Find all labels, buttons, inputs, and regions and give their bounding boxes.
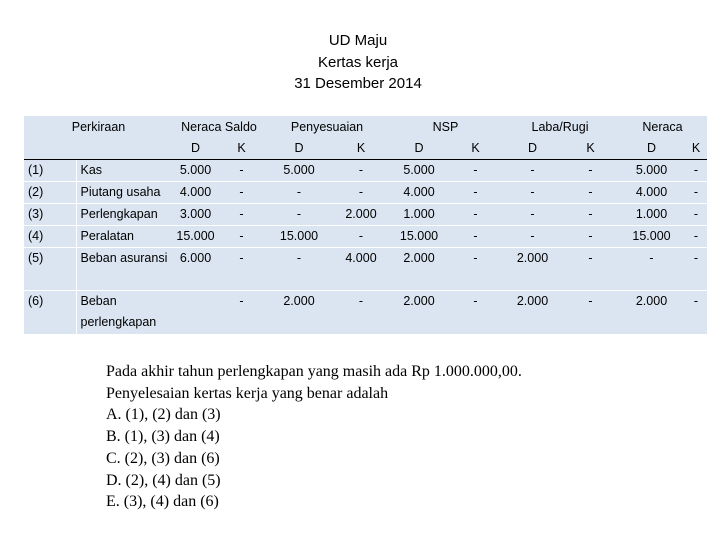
document-name: Kertas kerja <box>317 53 399 71</box>
account-label: Beban asuransi <box>80 251 168 265</box>
value-cell: - <box>265 182 333 204</box>
account-name <box>76 226 173 248</box>
value-cell: 4.000 <box>618 182 685 204</box>
value-cell: - <box>563 226 618 248</box>
answer-option-e: E. (3), (4) dan (6) <box>106 493 219 511</box>
row-number: (2) <box>24 182 76 204</box>
value-cell: - <box>685 160 707 182</box>
value-cell: 2.000 <box>389 248 449 291</box>
value-cell: - <box>218 248 265 291</box>
header-penyesuaian: Penyesuaian <box>265 116 389 138</box>
value-cell: - <box>685 291 707 334</box>
worksheet-row <box>24 204 707 226</box>
value-cell: 2.000 <box>502 248 563 291</box>
document-date: 31 Desember 2014 <box>294 75 422 92</box>
header-neraca-saldo: Neraca Saldo <box>173 116 265 138</box>
worksheet-row <box>24 160 707 182</box>
account-name <box>76 160 173 182</box>
sub-header-credit: K <box>449 138 502 160</box>
value-cell: - <box>563 291 618 334</box>
value-cell: 5.000 <box>173 160 218 182</box>
row-number: (4) <box>24 226 76 248</box>
value-cell: - <box>685 248 707 291</box>
header-perkiraan: Perkiraan <box>24 116 173 138</box>
value-cell: - <box>449 248 502 291</box>
value-cell: 1.000 <box>389 204 449 226</box>
value-cell: - <box>502 204 563 226</box>
value-cell: - <box>502 182 563 204</box>
value-cell: 4.000 <box>389 182 449 204</box>
value-cell: 5.000 <box>265 160 333 182</box>
value-cell: 15.000 <box>173 226 218 248</box>
value-cell: - <box>218 160 265 182</box>
value-cell: - <box>563 160 618 182</box>
header-laba-rugi: Laba/Rugi <box>502 116 618 138</box>
value-cell: 15.000 <box>265 226 333 248</box>
value-cell: - <box>449 291 502 334</box>
value-cell: 2.000 <box>618 291 685 334</box>
value-cell: - <box>685 204 707 226</box>
account-name <box>76 182 173 204</box>
value-cell: - <box>218 204 265 226</box>
value-cell: 2.000 <box>502 291 563 334</box>
value-cell: - <box>502 160 563 182</box>
sub-header-debit: D <box>618 138 685 160</box>
value-cell: 2.000 <box>333 204 389 226</box>
value-cell: - <box>449 182 502 204</box>
value-cell: 5.000 <box>389 160 449 182</box>
company-name: UD Maju <box>328 32 388 49</box>
sub-header-debit: D <box>389 138 449 160</box>
answer-option-b: B. (1), (3) dan (4) <box>106 428 220 446</box>
sub-header-credit: K <box>218 138 265 160</box>
value-cell: - <box>265 248 333 291</box>
worksheet-row <box>24 291 707 334</box>
answer-option-c: C. (2), (3) dan (6) <box>106 449 220 467</box>
value-cell: - <box>685 182 707 204</box>
value-cell: - <box>563 204 618 226</box>
value-cell: - <box>563 248 618 291</box>
value-cell: - <box>333 182 389 204</box>
answer-option-a: A. (1), (2) dan (3) <box>106 406 221 424</box>
question-block <box>106 361 522 513</box>
value-cell: 1.000 <box>618 204 685 226</box>
group-header-row <box>24 116 707 138</box>
value-cell: - <box>449 160 502 182</box>
sub-header-row <box>24 138 707 160</box>
worksheet-row <box>24 248 707 291</box>
account-label: Peralatan <box>80 229 135 243</box>
value-cell: 4.000 <box>333 248 389 291</box>
row-number: (3) <box>24 204 76 226</box>
worksheet-table <box>24 116 707 334</box>
account-label: Kas <box>80 163 103 177</box>
value-cell: 3.000 <box>173 204 218 226</box>
sub-header-debit: D <box>265 138 333 160</box>
sub-header-credit: K <box>333 138 389 160</box>
sub-header-credit: K <box>685 138 707 160</box>
value-cell: - <box>218 182 265 204</box>
account-label: Piutang usaha <box>80 185 161 199</box>
worksheet-body <box>24 160 707 334</box>
sub-header-debit: D <box>173 138 218 160</box>
value-cell: 4.000 <box>173 182 218 204</box>
value-cell: - <box>563 182 618 204</box>
value-cell: 6.000 <box>173 248 218 291</box>
value-cell: 5.000 <box>618 160 685 182</box>
account-name <box>76 204 173 226</box>
worksheet-title-block <box>0 30 716 95</box>
value-cell: - <box>502 226 563 248</box>
value-cell: - <box>449 226 502 248</box>
row-number: (1) <box>24 160 76 182</box>
value-cell: - <box>333 160 389 182</box>
value-cell: 15.000 <box>618 226 685 248</box>
question-premise: Pada akhir tahun perlengkapan yang masih ada Rp 1.000.000,00. <box>106 363 522 380</box>
value-cell <box>173 291 218 334</box>
account-label: Beban perlengkapan <box>80 294 157 329</box>
account-label: Perlengkapan <box>80 207 158 221</box>
worksheet-row <box>24 226 707 248</box>
value-cell: 2.000 <box>389 291 449 334</box>
value-cell: - <box>218 226 265 248</box>
value-cell: 15.000 <box>389 226 449 248</box>
value-cell: - <box>265 204 333 226</box>
value-cell: - <box>333 291 389 334</box>
question-prompt: Penyelesaian kertas kerja yang benar adalah <box>106 384 389 402</box>
value-cell: - <box>685 226 707 248</box>
account-name <box>76 291 173 334</box>
header-neraca: Neraca <box>618 116 707 138</box>
row-number: (6) <box>24 291 76 334</box>
value-cell: - <box>618 248 685 291</box>
account-name <box>76 248 173 291</box>
sub-header-credit: K <box>563 138 618 160</box>
worksheet-row <box>24 182 707 204</box>
answer-option-d: D. (2), (4) dan (5) <box>106 471 221 489</box>
value-cell: - <box>333 226 389 248</box>
value-cell: 2.000 <box>265 291 333 334</box>
value-cell: - <box>218 291 265 334</box>
value-cell: - <box>449 204 502 226</box>
row-number: (5) <box>24 248 76 291</box>
sub-header-debit: D <box>502 138 563 160</box>
header-nsp: NSP <box>389 116 502 138</box>
